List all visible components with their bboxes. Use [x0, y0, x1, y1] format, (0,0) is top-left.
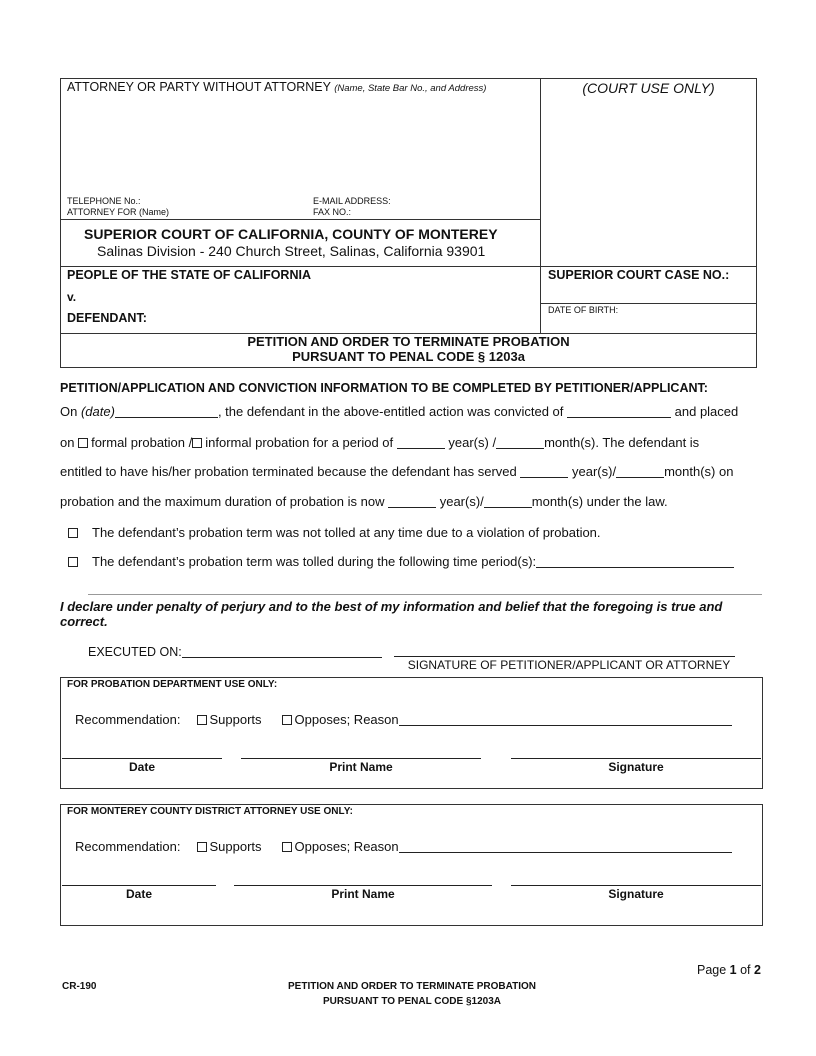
- people-label: PEOPLE OF THE STATE OF CALIFORNIA: [67, 268, 311, 282]
- current-page: 1: [729, 963, 737, 977]
- informal-probation-checkbox[interactable]: [192, 438, 202, 448]
- probation-recommendation-row: [75, 712, 732, 727]
- petition-line-3: [60, 464, 733, 479]
- recommendation-label: Recommendation:: [75, 839, 181, 854]
- da-reason-blank[interactable]: [399, 841, 732, 853]
- court-use-label: (COURT USE ONLY): [582, 80, 715, 96]
- attorney-label: ATTORNEY OR PARTY WITHOUT ATTORNEY: [67, 80, 331, 94]
- petition-heading: PETITION/APPLICATION AND CONVICTION INFORMATION TO BE COMPLETED BY PETITIONER/APPLICANT:: [60, 381, 708, 395]
- text: year(s)/: [439, 494, 484, 509]
- max-years-blank[interactable]: [388, 496, 436, 508]
- probation-years-blank[interactable]: [397, 437, 445, 449]
- supports-label: Supports: [209, 712, 262, 727]
- opposes-label: Opposes; Reason: [294, 839, 399, 854]
- option-tolled: [68, 554, 734, 569]
- district-attorney-box: [60, 804, 763, 926]
- executed-on-label: EXECUTED ON:: [88, 645, 182, 659]
- text: on: [60, 435, 79, 450]
- da-name-line[interactable]: [234, 885, 492, 886]
- declaration: I declare under penalty of perjury and to the best of my information and belief that the foregoing is true and correct.: [60, 599, 723, 629]
- petition-line-2: [60, 435, 699, 450]
- not-tolled-checkbox[interactable]: [68, 528, 78, 538]
- text: The defendant’s probation term was tolled during the following time period(s):: [92, 554, 537, 569]
- caption-divider-parties: [60, 266, 757, 267]
- text: month(s) under the law.: [531, 494, 668, 509]
- text: month(s) on: [664, 464, 734, 479]
- da-box-title: FOR MONTEREY COUNTY DISTRICT ATTORNEY USE ONLY:: [67, 806, 353, 817]
- attorney-sublabel: (Name, State Bar No., and Address): [334, 83, 487, 94]
- court-address: Salinas Division - 240 Church Street, Salinas, California 93901: [97, 243, 486, 259]
- court-name: SUPERIOR COURT OF CALIFORNIA, COUNTY OF MONTEREY: [84, 226, 498, 242]
- email-field[interactable]: E-MAIL ADDRESS:: [313, 196, 391, 206]
- fax-field[interactable]: FAX NO.:: [313, 207, 352, 217]
- total-pages: 2: [754, 963, 761, 977]
- text: probation and the maximum duration of probation is now: [60, 494, 385, 509]
- probation-date-line[interactable]: [62, 758, 222, 759]
- case-number-field[interactable]: SUPERIOR COURT CASE NO.:: [548, 268, 730, 282]
- petition-line-1: [60, 404, 738, 419]
- option-not-tolled: [68, 525, 601, 540]
- caption-divider-dob: [540, 303, 757, 304]
- caption-box: [60, 78, 757, 368]
- probation-signature-line[interactable]: [511, 758, 761, 759]
- probation-signature-label: Signature: [608, 760, 664, 774]
- served-years-blank[interactable]: [520, 466, 568, 478]
- conviction-date-blank[interactable]: [115, 406, 218, 418]
- served-months-blank[interactable]: [616, 466, 664, 478]
- telephone-field[interactable]: TELEPHONE No.:: [67, 196, 141, 206]
- probation-box-title: FOR PROBATION DEPARTMENT USE ONLY:: [67, 679, 278, 690]
- tolled-checkbox[interactable]: [68, 557, 78, 567]
- da-recommendation-row: [75, 839, 732, 854]
- probation-reason-blank[interactable]: [399, 714, 732, 726]
- recommendation-label: Recommendation:: [75, 712, 181, 727]
- text: year(s) /: [448, 435, 497, 450]
- text: On: [60, 404, 81, 419]
- attorney-field[interactable]: [67, 80, 486, 94]
- text: and placed: [674, 404, 739, 419]
- max-months-blank[interactable]: [484, 496, 532, 508]
- probation-date-label: Date: [128, 760, 155, 774]
- da-opposes-checkbox[interactable]: [282, 842, 292, 852]
- supports-label: Supports: [209, 839, 262, 854]
- probation-supports-checkbox[interactable]: [197, 715, 207, 725]
- page-number: [697, 963, 761, 977]
- form-title-line1: PETITION AND ORDER TO TERMINATE PROBATION: [247, 334, 570, 349]
- da-date-label: Date: [125, 887, 152, 901]
- petition-line-4: [60, 494, 668, 509]
- executed-on-field: [88, 645, 382, 659]
- caption-divider-vertical: [540, 78, 541, 333]
- text: month(s). The defendant is: [544, 435, 700, 450]
- text: formal probation /: [91, 435, 193, 450]
- tolled-period-blank[interactable]: [536, 556, 734, 568]
- probation-months-blank[interactable]: [496, 437, 544, 449]
- opposes-label: Opposes; Reason: [294, 712, 399, 727]
- form-id: CR-190: [62, 981, 97, 992]
- footer-title-line1: PETITION AND ORDER TO TERMINATE PROBATION: [288, 981, 536, 992]
- text: year(s)/: [572, 464, 617, 479]
- da-name-label: Print Name: [331, 887, 395, 901]
- defendant-field[interactable]: DEFENDANT:: [67, 311, 147, 325]
- attorney-for-field[interactable]: ATTORNEY FOR (Name): [67, 207, 170, 217]
- conviction-offense-blank[interactable]: [567, 406, 671, 418]
- da-date-line[interactable]: [62, 885, 216, 886]
- text: Page: [697, 963, 730, 977]
- petitioner-signature-line[interactable]: [394, 656, 735, 657]
- caption-divider-court: [60, 219, 540, 220]
- text: informal probation for a period of: [205, 435, 394, 450]
- probation-name-line[interactable]: [241, 758, 481, 759]
- date-label: (date): [80, 404, 115, 419]
- formal-probation-checkbox[interactable]: [78, 438, 88, 448]
- versus-label: v.: [67, 290, 77, 304]
- da-signature-label: Signature: [608, 887, 664, 901]
- text: , the defendant in the above-entitled action was convicted of: [217, 404, 564, 419]
- probation-opposes-checkbox[interactable]: [282, 715, 292, 725]
- text: of: [736, 963, 754, 977]
- executed-on-blank[interactable]: [182, 646, 382, 658]
- footer-title-line2: PURSUANT TO PENAL CODE §1203A: [322, 996, 501, 1007]
- text: entitled to have his/her probation terminated because the defendant has served: [60, 464, 517, 479]
- da-supports-checkbox[interactable]: [197, 842, 207, 852]
- da-signature-line[interactable]: [511, 885, 761, 886]
- tolled-period-line-2[interactable]: [88, 594, 762, 595]
- probation-name-label: Print Name: [329, 760, 393, 774]
- form-title-line2: PURSUANT TO PENAL CODE § 1203a: [292, 349, 525, 364]
- petitioner-signature-label: SIGNATURE OF PETITIONER/APPLICANT OR ATTORNEY: [407, 658, 731, 672]
- text: The defendant’s probation term was not tolled at any time due to a violation of probation.: [92, 525, 601, 540]
- date-of-birth-field[interactable]: DATE OF BIRTH:: [548, 305, 619, 315]
